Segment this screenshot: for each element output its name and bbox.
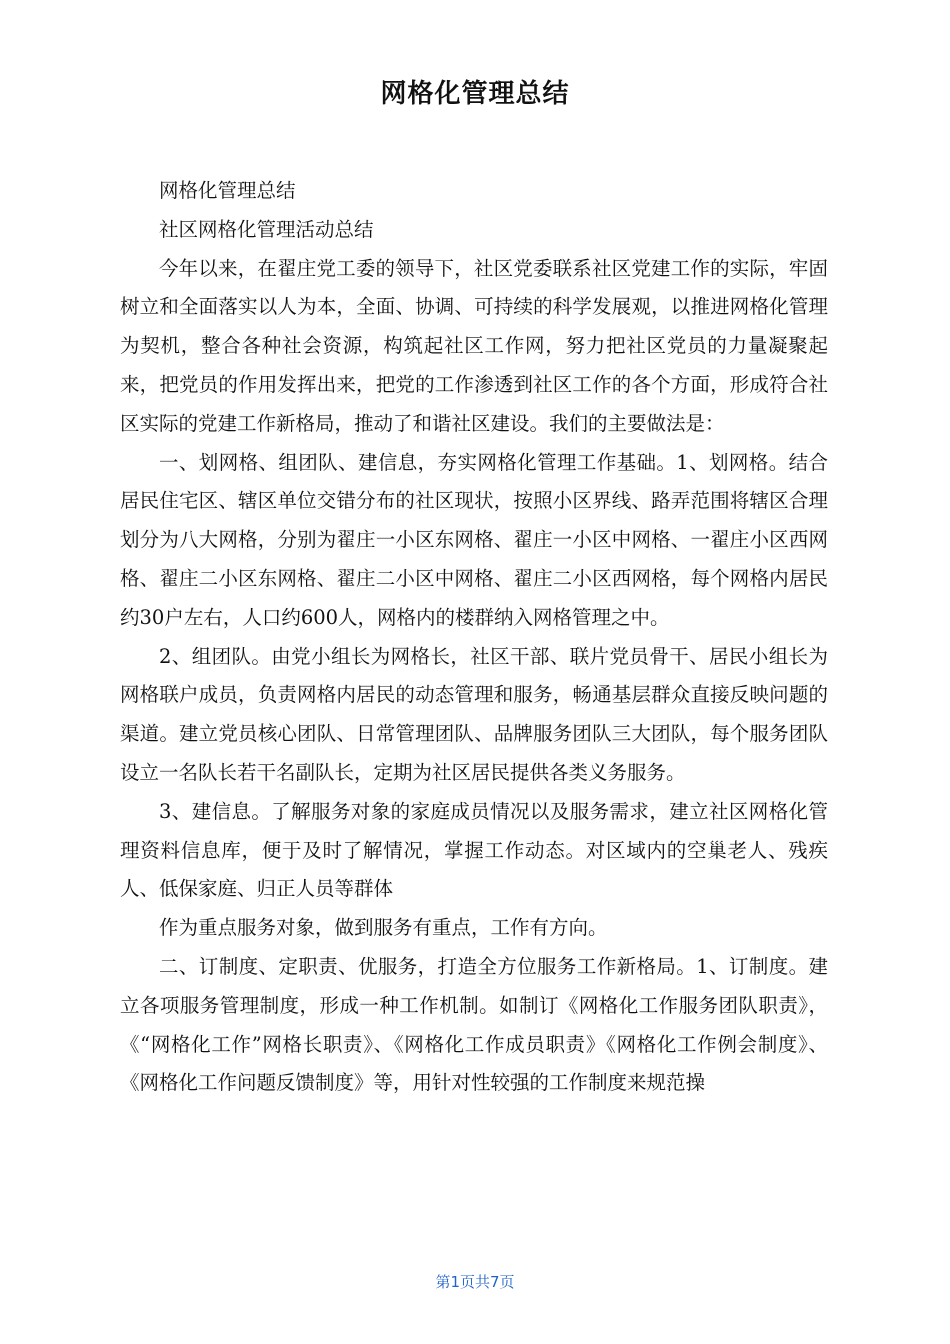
paragraph-intro: 今年以来，在翟庄党工委的领导下，社区党委联系社区党建工作的实际，牢固树立和全面落实以人为本，全面、协调、可持续的科学发展观，以推进网格化管理为契机，整合各种社会资源，构筑起社区工作网，努力把社区党员的力量凝聚起来，把党员的作用发挥出来，把党的工作渗透到社区工作的各个方面，形成符合社区实际的党建工作新格局，推动了和谐社区建设。我们的主要做法是： xyxy=(120,256,828,435)
paragraph-information: 3、建信息。了解服务对象的家庭成员情况以及服务需求，建立社区网格化管理资料信息库，便于及时了解情况，掌握工作动态。对区域内的空巢老人、残疾人、低保家庭、归正人员等群体 xyxy=(120,799,828,901)
document-title: 网格化管理总结 xyxy=(380,79,570,109)
page-indicator: 第1页共7页 xyxy=(435,1273,515,1291)
paragraph-team: 2、组团队。由党小组长为网格长，社区干部、联片党员骨干、居民小组长为网格联户成员，负责网格内居民的动态管理和服务，畅通基层群众直接反映问题的渠道。建立党员核心团队、日常管理团队、品牌服务团队三大团队，每个服务团队设立一名队长若干名副队长，定期为社区居民提供各类义务服务。 xyxy=(120,644,828,784)
paragraph-service-focus: 作为重点服务对象，做到服务有重点，工作有方向。 xyxy=(159,916,608,940)
paragraph-section-one: 一、划网格、组团队、建信息，夯实网格化管理工作基础。1、划网格。结合居民住宅区、辖区单位交错分布的社区现状，按照小区界线、路弄范围将辖区合理划分为八大网格，分别为翟庄一小区东网格、翟庄一小区中网格、一翟庄小区西网格、翟庄二小区东网格、翟庄二小区中网格、翟庄二小区西网格，每个网格内居民约30户左右，人口约600人，网格内的楼群纳入网格管理之中。 xyxy=(120,450,828,629)
document-body xyxy=(120,172,828,1103)
paragraph-subtitle: 社区网格化管理活动总结 xyxy=(159,217,374,241)
paragraph-heading: 网格化管理总结 xyxy=(159,179,296,202)
paragraph-section-two: 二、订制度、定职责、优服务，打造全方位服务工作新格局。1、订制度。建立各项服务管理制度，形成一种工作机制。如制订《网格化工作服务团队职责》，《“网格化工作”网格长职责》、《网格化工作成员职责》《网格化工作例会制度》、《网格化工作问题反馈制度》等，用针对性较强的工作制度来规范操 xyxy=(120,954,828,1095)
